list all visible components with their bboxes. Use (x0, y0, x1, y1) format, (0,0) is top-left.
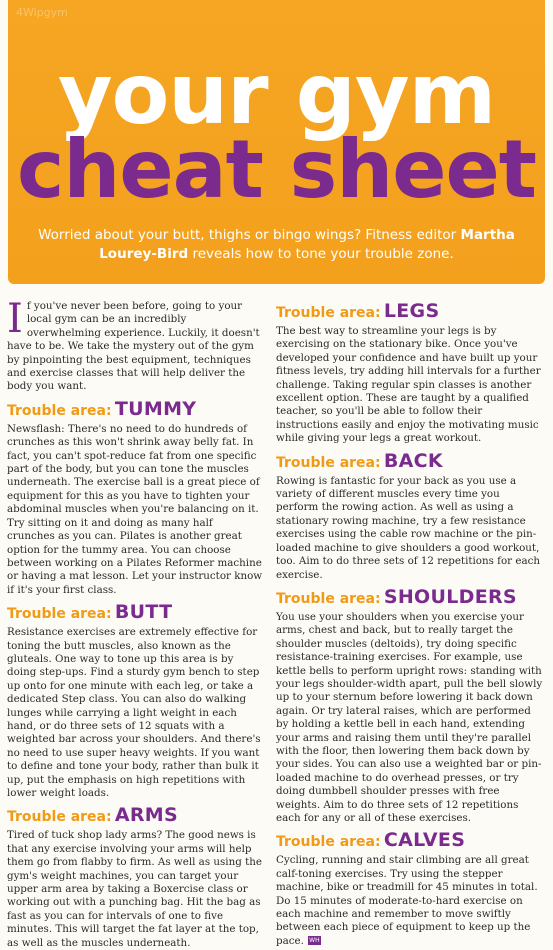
section-back (276, 450, 544, 582)
corner-mark: 4Wipgym (16, 6, 68, 19)
section-prefix: Trouble area: (276, 454, 381, 471)
header-banner (8, 0, 545, 284)
section-name: BUTT (114, 601, 173, 624)
headline-line-1: your gym (57, 45, 496, 143)
end-mark-icon: WH (309, 937, 320, 945)
section-body: Resistance exercises are extremely effective for toning the butt muscles, also known as the gluteals. One way to tone up this area is by doing step-ups. Find a sturdy gym bench to step up onto for one minute with each leg, or take a dedicated Step class. You can also do walking lunges while carrying a light weight in each hand, or do three sets of 12 squats with a weighted bar across your shoulders. And there's no need to use super heavy weights. If you want to define and tone your body, rather than bulk it up, put the emphasis on high repetitions with lower weight loads. (7, 626, 261, 799)
section-shoulders (276, 586, 544, 826)
section-tummy (7, 398, 263, 597)
section-prefix: Trouble area: (7, 809, 112, 826)
headline-line-2: cheat sheet (16, 123, 537, 216)
standfirst (38, 226, 515, 264)
section-title (276, 586, 544, 611)
drop-cap: I (7, 296, 23, 342)
section-name: ARMS (114, 804, 179, 827)
section-prefix: Trouble area: (7, 606, 112, 623)
section-prefix: Trouble area: (276, 590, 381, 607)
section-title (276, 829, 544, 854)
section-title (276, 300, 544, 325)
section-name: CALVES (383, 829, 466, 852)
section-body: Newsflash: There's no need to do hundreds of crunches as this won't shrink away belly fat. In fact, you can't spot-reduce fat from one specific part of the body, but you can tone the muscles underneath. The exercise ball is a great piece of equipment for this as you have to tighten your abdominal muscles when you're balancing on it. Try sitting on it and doing as many half crunches as you can. Pilates is another great option for the tummy area. You can choose between working on a Pilates Reformer machine or having a mat lesson. Let your instructor know if it's your first class. (7, 422, 263, 596)
standfirst-part-2: reveals how to tone your trouble zone. (192, 246, 454, 262)
intro-paragraph (7, 296, 263, 394)
section-prefix: Trouble area: (276, 305, 381, 321)
section-prefix: Trouble area: (7, 402, 112, 419)
standfirst-author: Martha Lourey-Bird (99, 227, 515, 262)
section-butt (7, 601, 263, 800)
section-body: Rowing is fantastic for your back as you use a variety of different muscles every time you perform the rowing action. As well as using a stationary rowing machine, try a few resistance exercises using the cable row machine or the pin-loaded machine to give shoulders a good workout, too. Aim to do three sets of 12 repetitions for each exercise. (276, 474, 541, 581)
intro-text: f you've never been before, going to your local gym can be an incredibly overwhelming experience. Luckily, it doesn't have to be. We take the mystery out of the gym by pinpointing the best equipment, techniques and exercise classes that will help deliver the body you want. (7, 300, 260, 393)
section-title (7, 398, 263, 423)
section-calves (276, 829, 544, 948)
section-body-text: Cycling, running and stair climbing are all great calf-toning exercises. Try using the stepper machine, bike or treadmill for 45 minutes in total. Do 15 minutes of moderate-to-hard exercise on each machine and remember to move swiftly between each piece of equipment to keep up the pace. (276, 854, 538, 947)
left-column (7, 296, 263, 950)
section-name: SHOULDERS (383, 585, 517, 608)
section-title (7, 601, 263, 626)
section-name: BACK (383, 449, 443, 472)
section-name: TUMMY (114, 397, 197, 420)
section-body (276, 854, 544, 948)
section-title (7, 804, 263, 829)
standfirst-part-1: Worried about your butt, thighs or bingo wings? Fitness editor (38, 227, 457, 243)
section-prefix: Trouble area: (276, 834, 381, 851)
section-body: The best way to streamline your legs is by exercising on the stationary bike. Once you've developed your confidence and have built up your fitness levels, try adding hill intervals for a further challenge. Taking regular spin classes is another excellent option. These are taught by a qualified teacher, so you'll be able to follow their instructions easily and enjoy the motivating music while giving your legs a great workout. (276, 325, 541, 445)
section-arms (7, 804, 263, 950)
section-title (276, 450, 544, 475)
section-body: You use your shoulders when you exercise your arms, chest and back, but to really target the shoulder muscles (deltoids), try doing specific resistance-training exercises. For example, use kettle bells to perform upright rows: standing with your legs shoulder-width apart, pull the bell slowly up to your sternum before lowering it back down again. Or try lateral raises, which are performed by holding a kettle bell in each hand, extending your arms and raising them until they're parallel with the floor, then lowering them back down by your sides. You can also use a weighted bar or pin-loaded machine to do overhead presses, or try doing dumbbell shoulder presses with free weights. Aim to do three sets of 12 repetitions each for any or all of these exercises. (276, 610, 543, 824)
section-body: Tired of tuck shop lady arms? The good news is that any exercise involving your arms will help them go from flabby to firm. As well as using the gym's weight machines, you can target your upper arm area by taking a Boxercise class or working out with a punching bag. Hit the bag as fast as you can for intervals of one to five minutes. This will target the fat layer at the top, as well as the muscles underneath. (7, 829, 262, 949)
section-name: LEGS (383, 300, 440, 322)
section-legs (276, 300, 544, 446)
right-column (276, 300, 544, 948)
